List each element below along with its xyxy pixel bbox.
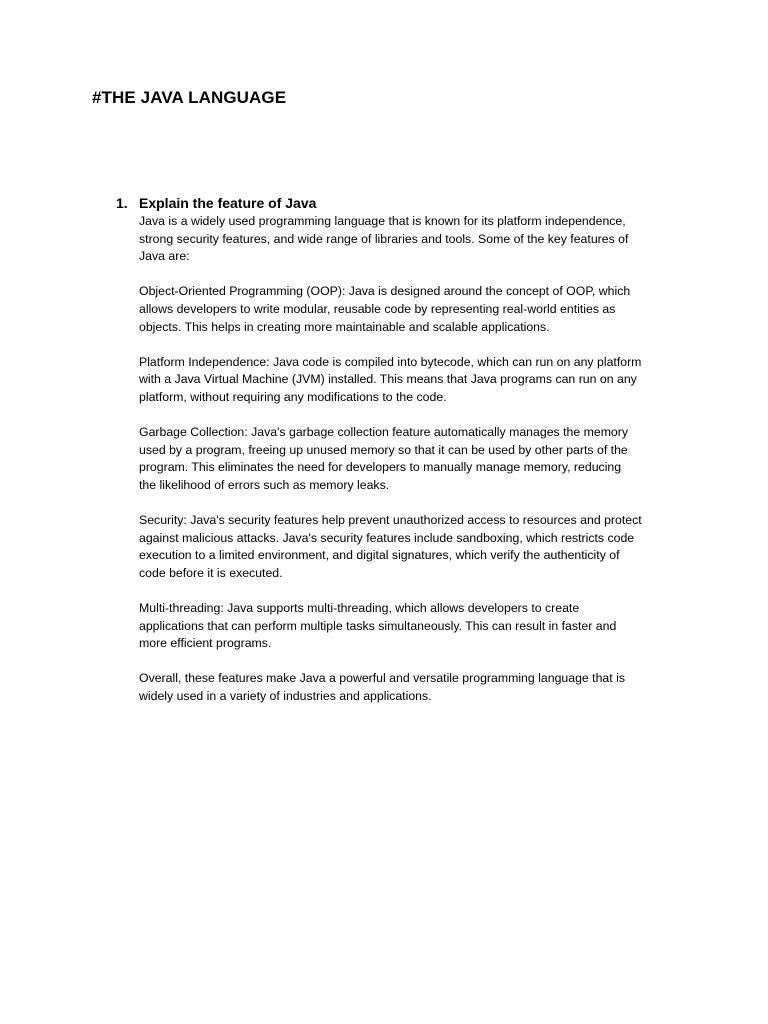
paragraph-line: against malicious attacks. Java's security features include sandboxing, which restricts code (139, 530, 635, 545)
paragraph-line: Java are: (139, 249, 190, 264)
paragraph-line: Java is a widely used programming language that is known for its platform independence, (139, 214, 626, 228)
paragraph-line: widely used in a variety of industries and applications. (139, 689, 432, 704)
paragraph-line: applications that can perform multiple tasks simultaneously. This can result in faster and (139, 618, 617, 633)
paragraph (139, 354, 676, 407)
paragraph-line: Garbage Collection: Java's garbage collection feature automatically manages the memory (139, 425, 629, 440)
section-heading (116, 193, 676, 213)
paragraph-line: Overall, these features make Java a powerful and versatile programming language that is (139, 671, 625, 686)
paragraph (139, 424, 676, 494)
section-number: 1. (116, 195, 128, 211)
paragraph-line: program. This eliminates the need for developers to manually manage memory, reducing (139, 460, 622, 475)
paragraph-line: the likelihood of errors such as memory leaks. (139, 477, 390, 492)
section-heading-text: Explain the feature of Java (139, 195, 317, 211)
paragraph-line: used by a program, freeing up unused memory so that it can be used by other parts of the (139, 442, 628, 457)
paragraph (139, 213, 676, 266)
paragraph (139, 512, 676, 582)
paragraph-line: more efficient programs. (139, 636, 272, 651)
paragraph-line: platform, without requiring any modifications to the code. (139, 389, 447, 404)
paragraph-line: Multi-threading: Java supports multi-threading, which allows developers to create (139, 601, 580, 616)
paragraph (139, 670, 676, 705)
document-title: #THE JAVA LANGUAGE (92, 88, 287, 107)
paragraph-line: allows developers to write modular, reusable code by representing real-world entities as (139, 301, 616, 316)
paragraph (139, 283, 676, 336)
paragraph-line: with a Java Virtual Machine (JVM) installed. This means that Java programs can run on any (139, 372, 637, 387)
paragraph-line: Security: Java's security features help prevent unauthorized access to resources and protect (139, 513, 642, 528)
paragraph-line: code before it is executed. (139, 565, 283, 580)
section-body (139, 213, 676, 706)
paragraph-line: strong security features, and wide range of libraries and tools. Some of the key features of (139, 231, 629, 246)
paragraph-line: Object-Oriented Programming (OOP): Java is designed around the concept of OOP, which (139, 284, 631, 299)
paragraph-line: Platform Independence: Java code is compiled into bytecode, which can run on any platform (139, 354, 642, 369)
paragraph-line: objects. This helps in creating more maintainable and scalable applications. (139, 319, 550, 334)
paragraph (139, 600, 676, 653)
paragraph-line: execution to a limited environment, and digital signatures, which verify the authenticity of (139, 548, 620, 563)
section-1 (116, 193, 676, 723)
